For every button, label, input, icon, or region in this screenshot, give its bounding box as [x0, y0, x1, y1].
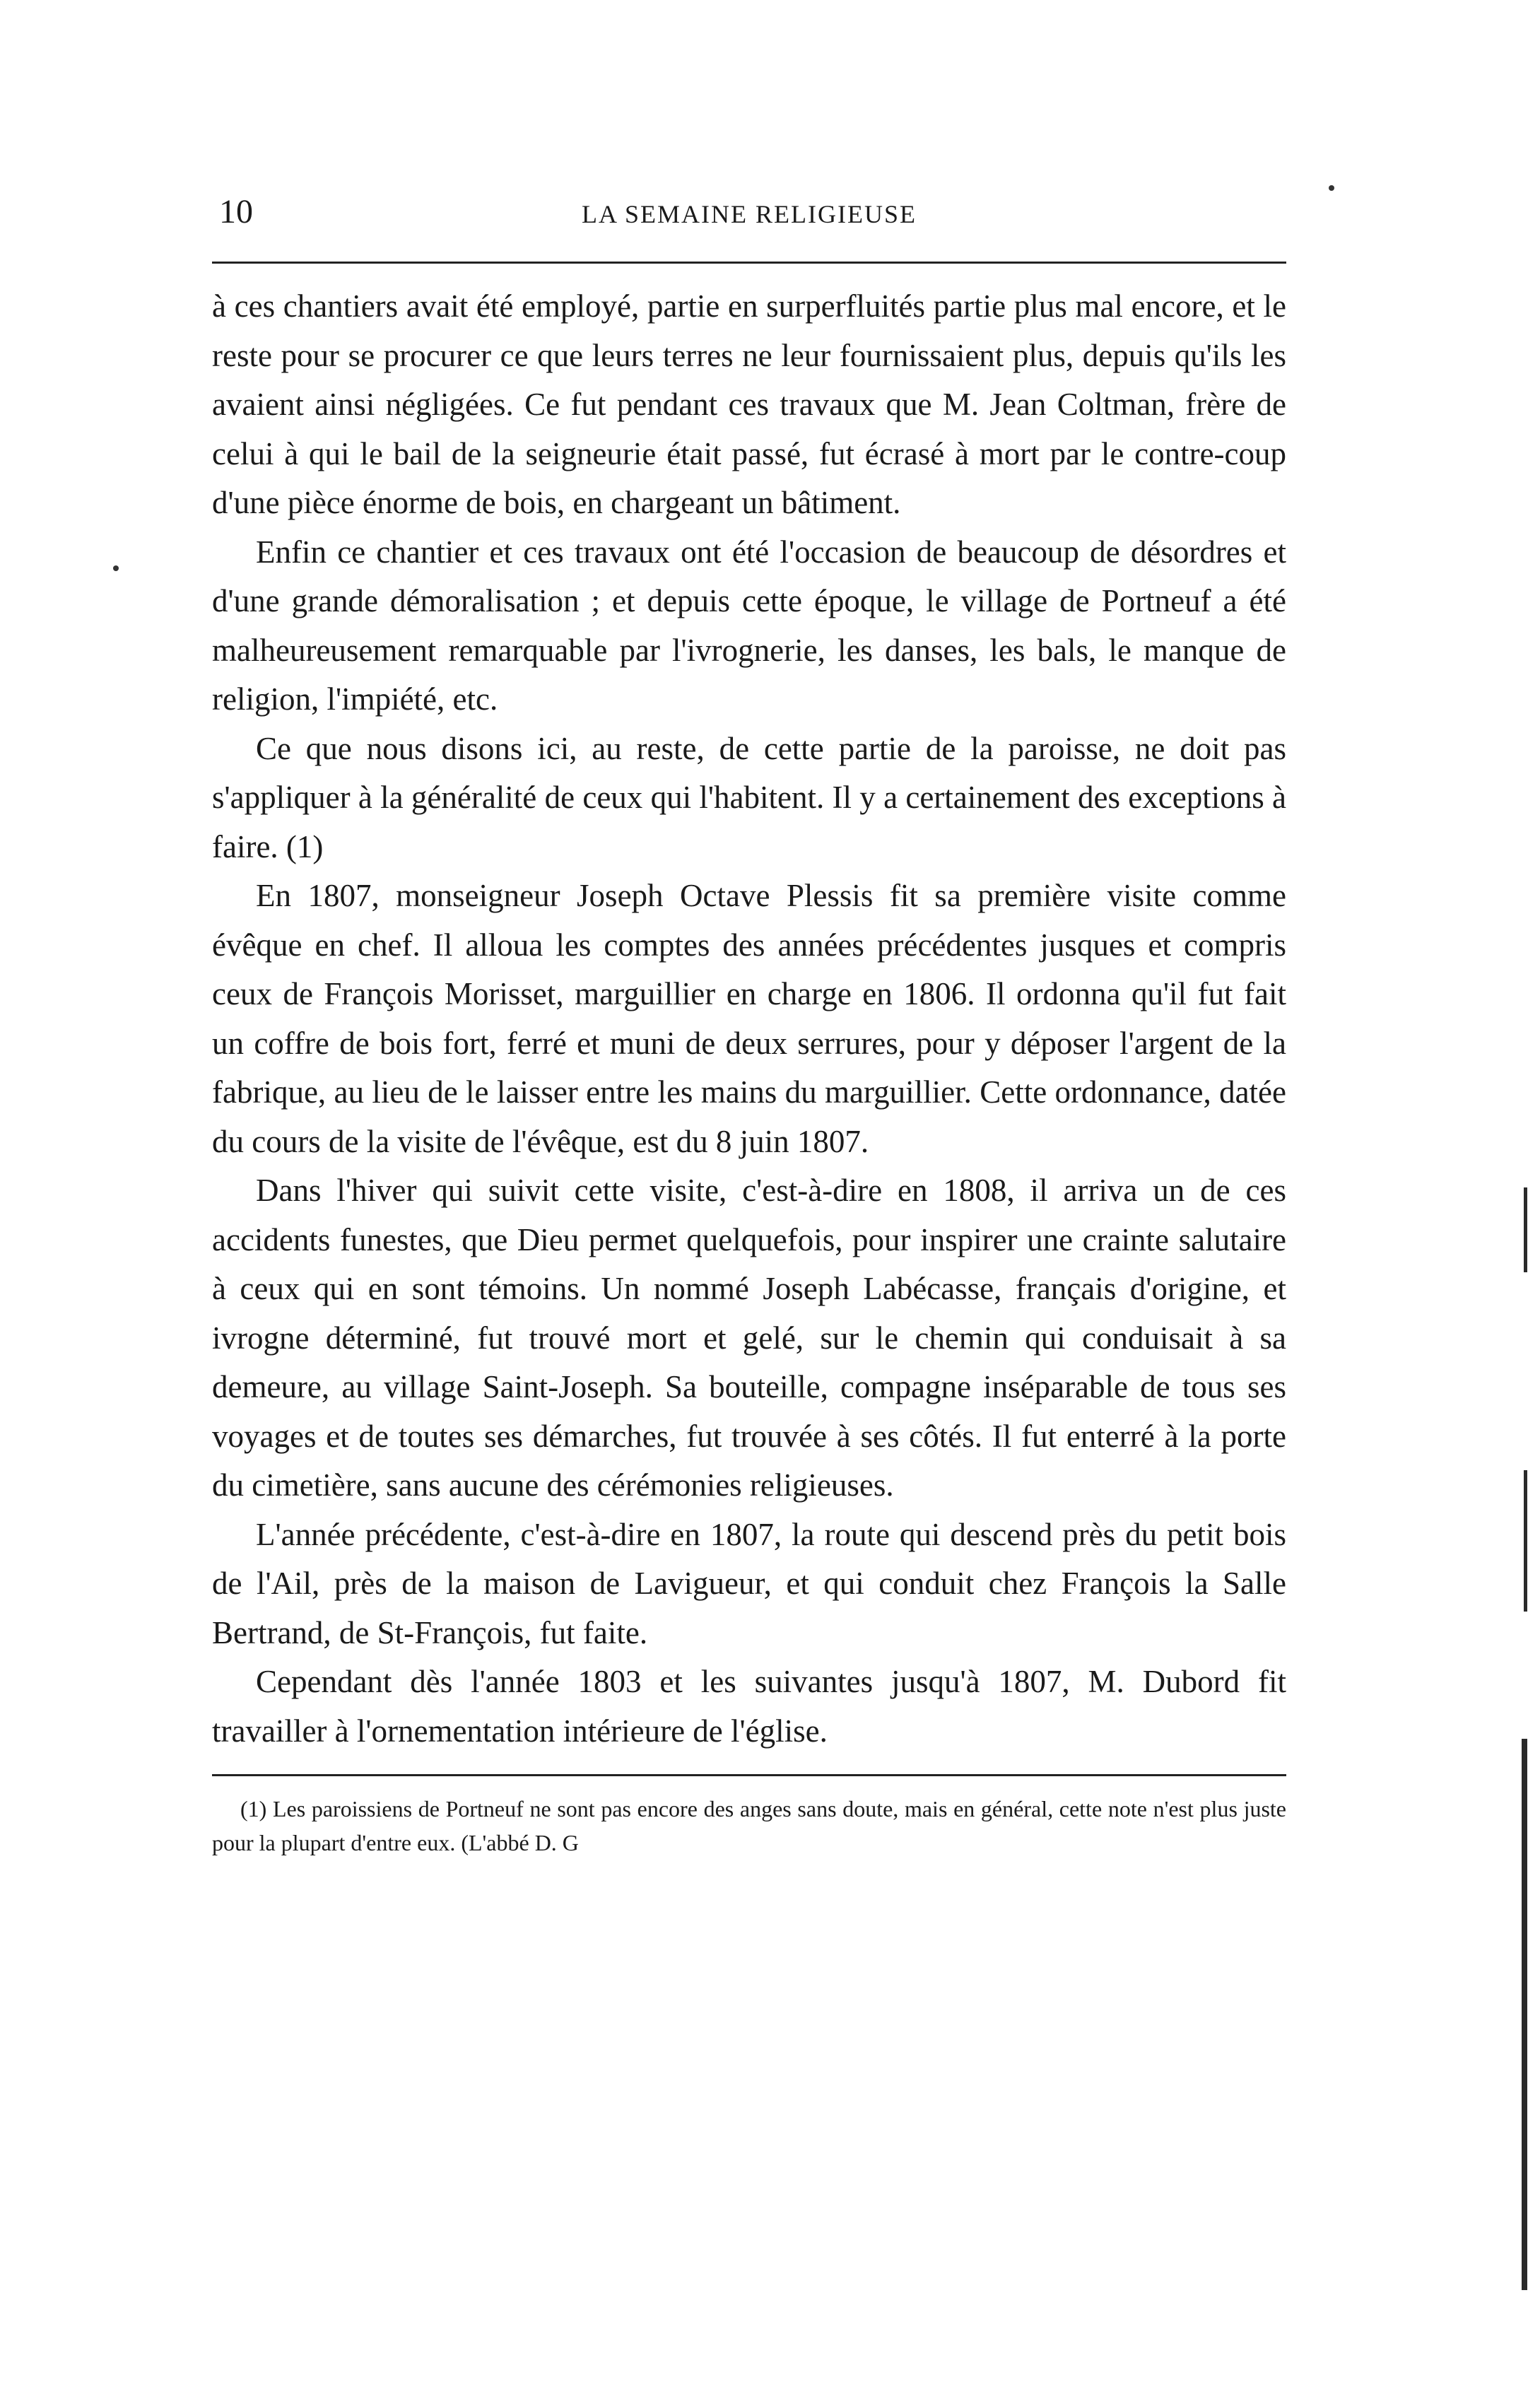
footnote-rule	[212, 1774, 1286, 1776]
page-header	[212, 191, 1286, 247]
paragraph: Cependant dès l'année 1803 et les suivantes jusqu'à 1807, M. Dubord fit travailler à l'ornementation intérieure de l'église.	[212, 1664, 1286, 1749]
page-number: 10	[219, 193, 253, 230]
paragraph: En 1807, monseigneur Joseph Octave Plessis fit sa première visite comme évêque en chef. Il alloua les comptes des années précédentes jusques et compris ceux de François Morisset, marguillier en charge en 1806. Il ordonna qu'il fut fait un coffre de bois fort, ferré et muni de deux serrures, pour y déposer l'argent de la fabrique, au lieu de le laisser entre les mains du marguillier. Cette ordonnance, datée du cours de la visite de l'évêque, est du 8 juin 1807.	[212, 878, 1286, 1159]
header-rule	[212, 262, 1286, 264]
scan-edge-mark	[1524, 1470, 1527, 1612]
paragraph: L'année précédente, c'est-à-dire en 1807, la route qui descend près du petit bois de l'Ail, près de la maison de Lavigueur, et qui conduit chez François la Salle Bertrand, de St-François, fut faite.	[212, 1516, 1286, 1650]
paragraph: Enfin ce chantier et ces travaux ont été l'occasion de beaucoup de désordres et d'une grande démoralisation ; et depuis cette époque, le village de Portneuf a été malheureusement remarquable par l'ivrognerie, les danses, les bals, le manque de religion, l'impiété, etc.	[212, 534, 1286, 717]
scan-speck	[113, 565, 119, 571]
paragraph: à ces chantiers avait été employé, partie en surperfluités partie plus mal encore, et le reste pour se procurer ce que leurs terres ne leur fournissaient plus, depuis qu'ils les avaient ainsi négligées. Ce fut pendant ces travaux que M. Jean Coltman, frère de celui à qui le bail de la seigneurie était passé, fut écrasé à mort par le contre-coup d'une pièce énorme de bois, en chargeant un bâtiment.	[212, 288, 1286, 520]
running-title: LA SEMAINE RELIGIEUSE	[582, 200, 917, 228]
footnote: (1) Les paroissiens de Portneuf ne sont pas encore des anges sans doute, mais en général, cette note n'est plus juste pour la plupart d'entre eux. (L'abbé D. G	[212, 1796, 1286, 1855]
scan-edge-mark	[1524, 1187, 1527, 1272]
page	[212, 191, 1286, 1860]
paragraph: Dans l'hiver qui suivit cette visite, c'est-à-dire en 1808, il arriva un de ces accidents funestes, que Dieu permet quelquefois, pour inspirer une crainte salutaire à ceux qui en sont témoins. Un nommé Joseph Labécasse, français d'origine, et ivrogne déterminé, fut trouvé mort et gelé, sur le chemin qui conduisait à sa demeure, au village Saint-Joseph. Sa bouteille, compagne inséparable de tous ses voyages et de toutes ses démarches, fut trouvée à ses côtés. Il fut enterré à la porte du cimetière, sans aucune des cérémonies religieuses.	[212, 1173, 1286, 1503]
paragraph: Ce que nous disons ici, au reste, de cette partie de la paroisse, ne doit pas s'appliquer à la généralité de ceux qui l'habitent. Il y a certainement des exceptions à faire. (1)	[212, 730, 1286, 864]
scan-speck	[1329, 185, 1334, 191]
scan-edge-mark	[1522, 1739, 1527, 2290]
body-text	[212, 282, 1286, 1756]
